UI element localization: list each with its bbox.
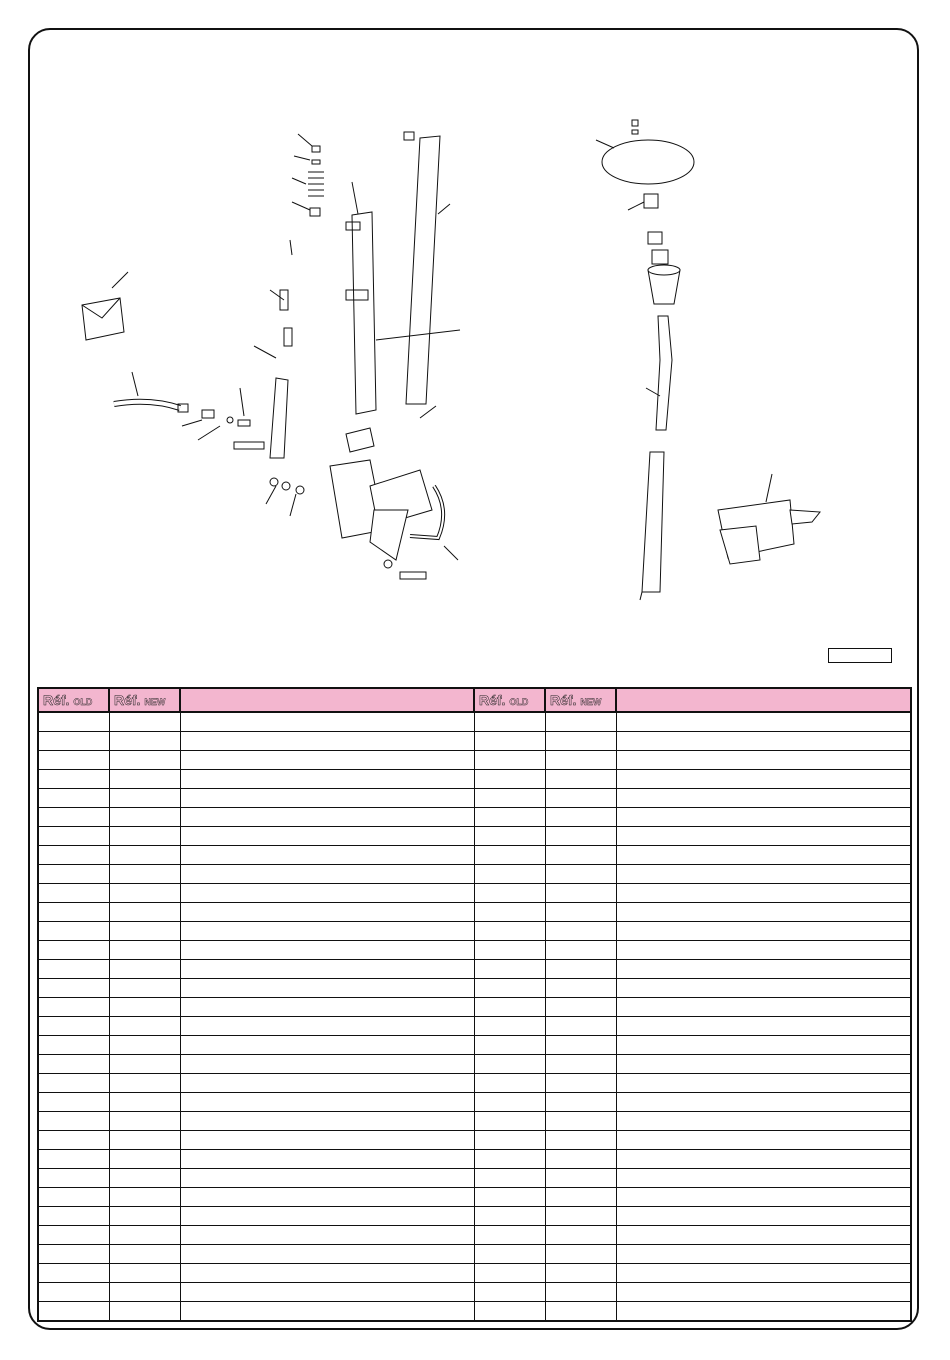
table-header-row — [38, 688, 911, 712]
table-cell — [474, 846, 545, 865]
table-cell — [109, 827, 180, 846]
table-cell — [474, 1245, 545, 1264]
table-row — [38, 884, 911, 903]
table-cell — [38, 1150, 109, 1169]
table-cell — [474, 827, 545, 846]
table-cell — [109, 1264, 180, 1283]
cone-support-part — [648, 265, 680, 304]
table-cell — [38, 1017, 109, 1036]
table-cell — [474, 1112, 545, 1131]
table-cell — [38, 979, 109, 998]
bushings-part — [628, 194, 668, 264]
table-cell — [474, 903, 545, 922]
base-bracket-part — [718, 474, 820, 564]
table-cell — [109, 922, 180, 941]
table-cell — [474, 1036, 545, 1055]
table-cell — [616, 1093, 911, 1112]
table-cell — [38, 827, 109, 846]
table-cell — [109, 1017, 180, 1036]
table-cell — [474, 979, 545, 998]
table-cell — [38, 884, 109, 903]
table-row — [38, 865, 911, 884]
ref-old-header: Réf. OLD — [38, 688, 109, 712]
table-row — [38, 1036, 911, 1055]
table-cell — [616, 1036, 911, 1055]
table-cell — [474, 770, 545, 789]
spring-part — [292, 134, 324, 216]
table-cell — [545, 1226, 616, 1245]
parts-table-body — [38, 712, 911, 1321]
table-cell — [38, 960, 109, 979]
table-row — [38, 1302, 911, 1322]
table-cell — [109, 1283, 180, 1302]
table-cell — [38, 1188, 109, 1207]
table-cell — [38, 732, 109, 751]
table-row — [38, 1226, 911, 1245]
inner-tube-part — [346, 182, 376, 414]
table-cell — [38, 1093, 109, 1112]
table-cell — [616, 1226, 911, 1245]
table-cell — [180, 751, 474, 770]
table-cell — [38, 1226, 109, 1245]
table-cell — [616, 1245, 911, 1264]
table-cell — [474, 751, 545, 770]
table-cell — [180, 941, 474, 960]
table-cell — [474, 1264, 545, 1283]
table-row — [38, 979, 911, 998]
ref-old-header-right: Réf. OLD — [474, 688, 545, 712]
table-cell — [545, 1283, 616, 1302]
table-cell — [545, 732, 616, 751]
table-row — [38, 960, 911, 979]
table-cell — [109, 770, 180, 789]
reference-box — [828, 648, 892, 663]
table-cell — [109, 1302, 180, 1322]
table-row — [38, 1093, 911, 1112]
table-cell — [180, 1150, 474, 1169]
table-cell — [180, 789, 474, 808]
exploded-parts-diagram — [40, 90, 910, 610]
table-cell — [109, 732, 180, 751]
table-cell — [180, 770, 474, 789]
table-cell — [180, 1112, 474, 1131]
table-cell — [616, 922, 911, 941]
table-cell — [545, 770, 616, 789]
table-row — [38, 941, 911, 960]
table-cell — [180, 1302, 474, 1322]
table-cell — [616, 903, 911, 922]
table-cell — [180, 712, 474, 732]
table-cell — [616, 1150, 911, 1169]
table-cell — [616, 732, 911, 751]
table-cell — [38, 903, 109, 922]
table-cell — [109, 960, 180, 979]
table-cell — [616, 1074, 911, 1093]
bent-post-part — [646, 316, 672, 430]
table-cell — [38, 1169, 109, 1188]
table-cell — [38, 922, 109, 941]
table-cell — [616, 979, 911, 998]
table-cell — [38, 1302, 109, 1322]
table-row — [38, 1245, 911, 1264]
table-row — [38, 1055, 911, 1074]
table-cell — [545, 751, 616, 770]
parts-table — [37, 687, 912, 1322]
table-cell — [545, 1017, 616, 1036]
table-cell — [180, 827, 474, 846]
table-cell — [616, 1112, 911, 1131]
table-cell — [38, 1264, 109, 1283]
table-cell — [545, 1207, 616, 1226]
table-cell — [545, 1112, 616, 1131]
table-cell — [109, 1150, 180, 1169]
table-cell — [180, 1055, 474, 1074]
table-cell — [109, 712, 180, 732]
table-row — [38, 1112, 911, 1131]
round-seat-part — [596, 120, 694, 184]
table-cell — [474, 732, 545, 751]
table-cell — [109, 998, 180, 1017]
table-cell — [616, 751, 911, 770]
table-cell — [180, 1169, 474, 1188]
table-cell — [545, 960, 616, 979]
table-cell — [474, 1188, 545, 1207]
table-cell — [474, 1169, 545, 1188]
table-cell — [38, 1036, 109, 1055]
table-cell — [545, 808, 616, 827]
ref-new-header-right: Réf. NEW — [545, 688, 616, 712]
table-cell — [474, 1074, 545, 1093]
table-cell — [474, 998, 545, 1017]
table-cell — [38, 751, 109, 770]
table-cell — [38, 941, 109, 960]
table-cell — [616, 846, 911, 865]
table-cell — [616, 1131, 911, 1150]
table-cell — [616, 1017, 911, 1036]
table-cell — [616, 1283, 911, 1302]
table-cell — [616, 1055, 911, 1074]
shock-absorber-part — [254, 240, 292, 458]
table-cell — [180, 979, 474, 998]
table-row — [38, 712, 911, 732]
table-cell — [545, 1264, 616, 1283]
table-cell — [180, 865, 474, 884]
table-cell — [616, 1264, 911, 1283]
table-cell — [474, 1055, 545, 1074]
table-cell — [38, 998, 109, 1017]
table-cell — [38, 770, 109, 789]
table-cell — [180, 1226, 474, 1245]
table-cell — [474, 1226, 545, 1245]
table-cell — [616, 998, 911, 1017]
fittings-part — [182, 388, 250, 440]
table-cell — [109, 1169, 180, 1188]
table-cell — [109, 846, 180, 865]
table-cell — [180, 732, 474, 751]
table-cell — [180, 922, 474, 941]
table-cell — [180, 998, 474, 1017]
table-cell — [474, 941, 545, 960]
table-cell — [180, 1207, 474, 1226]
table-row — [38, 998, 911, 1017]
table-cell — [616, 770, 911, 789]
table-cell — [474, 1017, 545, 1036]
table-cell — [616, 827, 911, 846]
table-cell — [545, 789, 616, 808]
table-cell — [38, 1074, 109, 1093]
table-cell — [180, 846, 474, 865]
table-cell — [616, 865, 911, 884]
table-cell — [180, 1074, 474, 1093]
table-cell — [180, 808, 474, 827]
table-row — [38, 846, 911, 865]
table-row — [38, 732, 911, 751]
table-cell — [545, 1302, 616, 1322]
table-cell — [474, 1283, 545, 1302]
table-cell — [474, 1131, 545, 1150]
table-cell — [545, 846, 616, 865]
table-cell — [545, 1036, 616, 1055]
table-cell — [545, 941, 616, 960]
table-cell — [109, 1207, 180, 1226]
table-cell — [109, 865, 180, 884]
table-cell — [109, 808, 180, 827]
table-row — [38, 903, 911, 922]
table-cell — [474, 808, 545, 827]
table-cell — [109, 1036, 180, 1055]
table-row — [38, 751, 911, 770]
table-cell — [109, 1188, 180, 1207]
table-cell — [545, 922, 616, 941]
table-cell — [109, 1131, 180, 1150]
table-cell — [180, 960, 474, 979]
table-cell — [616, 884, 911, 903]
table-cell — [109, 884, 180, 903]
table-cell — [109, 751, 180, 770]
table-cell — [109, 979, 180, 998]
description-header — [180, 688, 474, 712]
table-cell — [474, 865, 545, 884]
table-cell — [109, 903, 180, 922]
description-header-right — [616, 688, 911, 712]
table-cell — [109, 1112, 180, 1131]
bag-part — [82, 272, 128, 340]
table-cell — [545, 865, 616, 884]
table-row — [38, 1131, 911, 1150]
ref-new-header: Réf. NEW — [109, 688, 180, 712]
table-cell — [180, 884, 474, 903]
table-cell — [545, 827, 616, 846]
table-cell — [474, 960, 545, 979]
table-cell — [109, 1093, 180, 1112]
table-cell — [545, 712, 616, 732]
table-cell — [38, 865, 109, 884]
table-cell — [38, 808, 109, 827]
table-cell — [474, 1150, 545, 1169]
table-cell — [38, 846, 109, 865]
table-cell — [616, 960, 911, 979]
table-cell — [474, 712, 545, 732]
table-cell — [616, 1207, 911, 1226]
table-cell — [616, 1169, 911, 1188]
table-cell — [109, 1055, 180, 1074]
table-cell — [616, 1302, 911, 1322]
table-row — [38, 808, 911, 827]
table-cell — [545, 979, 616, 998]
table-row — [38, 1188, 911, 1207]
table-cell — [474, 1302, 545, 1322]
table-cell — [38, 1283, 109, 1302]
table-cell — [474, 922, 545, 941]
table-cell — [109, 1226, 180, 1245]
table-row — [38, 1017, 911, 1036]
table-cell — [545, 998, 616, 1017]
table-cell — [616, 1188, 911, 1207]
table-cell — [616, 789, 911, 808]
table-row — [38, 1074, 911, 1093]
table-cell — [545, 1131, 616, 1150]
table-cell — [545, 1245, 616, 1264]
table-cell — [38, 1112, 109, 1131]
table-cell — [616, 941, 911, 960]
table-cell — [109, 1245, 180, 1264]
table-row — [38, 922, 911, 941]
table-cell — [545, 1074, 616, 1093]
table-cell — [38, 712, 109, 732]
table-cell — [616, 808, 911, 827]
lower-tube-part — [640, 452, 664, 600]
table-row — [38, 789, 911, 808]
table-row — [38, 1150, 911, 1169]
table-cell — [474, 1093, 545, 1112]
table-cell — [545, 1150, 616, 1169]
table-cell — [180, 1131, 474, 1150]
hose-part — [114, 372, 188, 412]
table-cell — [545, 1188, 616, 1207]
table-cell — [545, 1055, 616, 1074]
table-row — [38, 1264, 911, 1283]
table-cell — [545, 1093, 616, 1112]
table-row — [38, 827, 911, 846]
table-cell — [109, 789, 180, 808]
table-cell — [545, 903, 616, 922]
table-cell — [38, 1245, 109, 1264]
table-cell — [180, 903, 474, 922]
table-cell — [38, 789, 109, 808]
table-cell — [38, 1055, 109, 1074]
table-cell — [180, 1036, 474, 1055]
table-row — [38, 1207, 911, 1226]
table-cell — [545, 884, 616, 903]
table-row — [38, 770, 911, 789]
table-cell — [474, 884, 545, 903]
table-cell — [109, 941, 180, 960]
table-cell — [180, 1093, 474, 1112]
table-cell — [180, 1283, 474, 1302]
table-cell — [474, 1207, 545, 1226]
table-cell — [474, 789, 545, 808]
table-cell — [180, 1188, 474, 1207]
table-row — [38, 1169, 911, 1188]
outer-tube-part — [376, 132, 460, 404]
table-cell — [38, 1207, 109, 1226]
table-cell — [180, 1017, 474, 1036]
table-cell — [545, 1169, 616, 1188]
table-cell — [616, 712, 911, 732]
table-cell — [180, 1264, 474, 1283]
table-row — [38, 1283, 911, 1302]
table-cell — [38, 1131, 109, 1150]
table-cell — [180, 1245, 474, 1264]
table-cell — [109, 1074, 180, 1093]
